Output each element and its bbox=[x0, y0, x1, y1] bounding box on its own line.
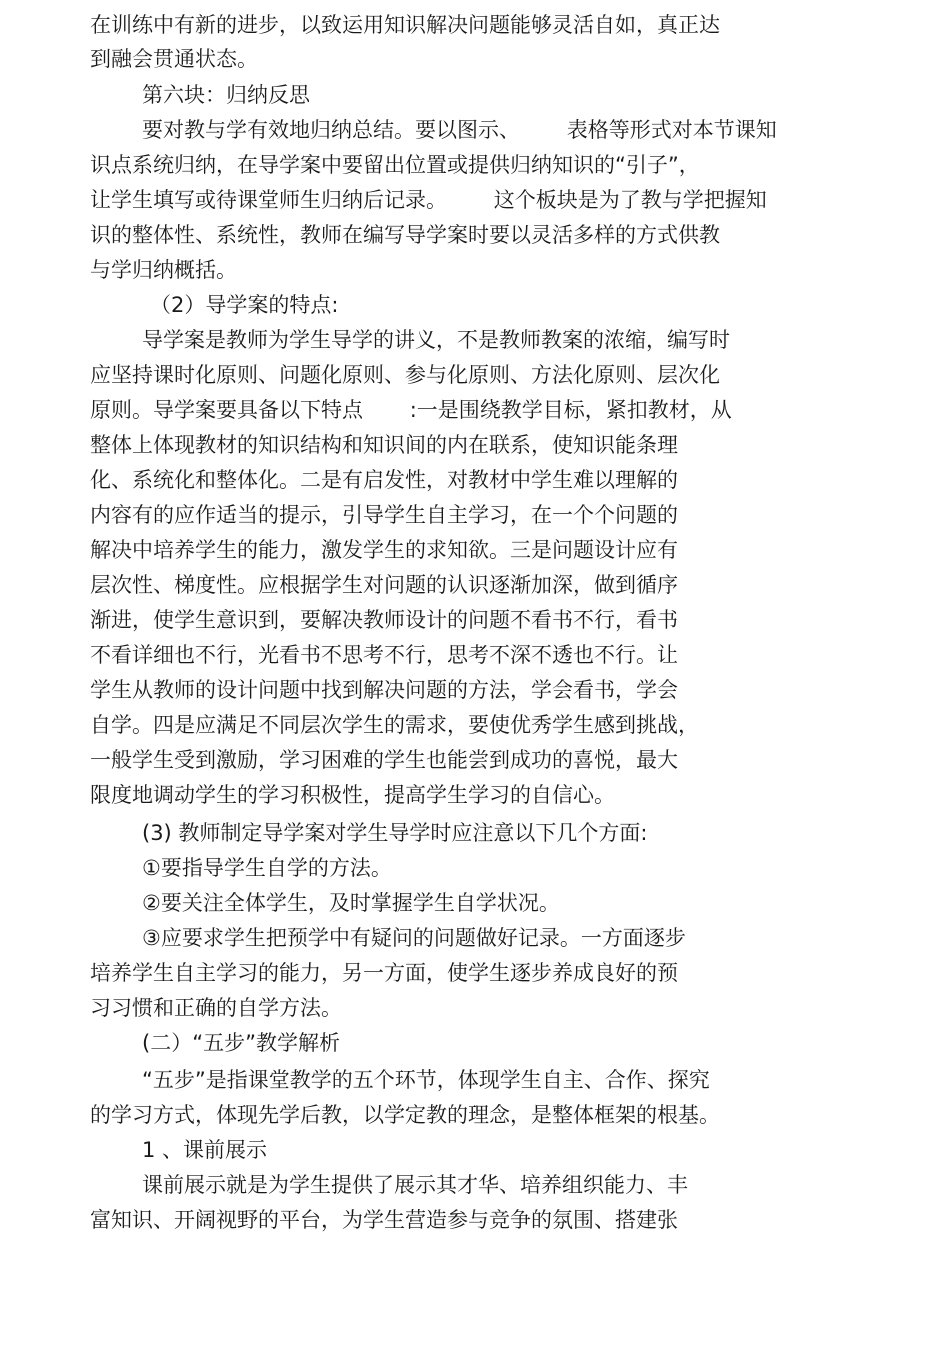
section-heading: (3) 教师制定导学案对学生导学时应注意以下几个方面: bbox=[142, 821, 648, 845]
section-heading: （2）导学案的特点: bbox=[150, 293, 339, 317]
text-line: 整体上体现教材的知识结构和知识间的内在联系，使知识能条理 bbox=[90, 433, 678, 457]
text-line: 化、系统化和整体化。二是有启发性，对教材中学生难以理解的 bbox=[90, 468, 678, 492]
text-line: 在训练中有新的进步，以致运用知识解决问题能够灵活自如，真正达 bbox=[90, 13, 720, 37]
section-heading: (二）“五步”教学解析 bbox=[142, 1031, 340, 1055]
text-line: 与学归纳概括。 bbox=[90, 258, 237, 282]
text-line: 到融会贯通状态。 bbox=[90, 47, 258, 71]
list-item: ①要指导学生自学的方法。 bbox=[142, 856, 392, 880]
section-heading: 1 、课前展示 bbox=[142, 1138, 268, 1162]
text-line: 的学习方式，体现先学后教，以学定教的理念，是整体框架的根基。 bbox=[90, 1103, 720, 1127]
text-line: 让学生填写或待课堂师生归纳后记录。 这个板块是为了教与学把握知 bbox=[90, 188, 767, 212]
text-line: 导学案是教师为学生导学的讲义，不是教师教案的浓缩，编写时 bbox=[142, 328, 730, 352]
section-heading: 第六块：归纳反思 bbox=[142, 83, 310, 107]
text-line: 内容有的应作适当的提示，引导学生自主学习，在一个个问题的 bbox=[90, 503, 678, 527]
list-item: ③应要求学生把预学中有疑问的问题做好记录。一方面逐步 bbox=[142, 926, 686, 950]
list-item: ②要关注全体学生，及时掌握学生自学状况。 bbox=[142, 891, 560, 915]
text-line: 培养学生自主学习的能力，另一方面，使学生逐步养成良好的预 bbox=[90, 961, 678, 985]
text-line: 课前展示就是为学生提供了展示其才华、培养组织能力、丰 bbox=[142, 1173, 688, 1197]
text-line: 习习惯和正确的自学方法。 bbox=[90, 996, 342, 1020]
text-line: 学生从教师的设计问题中找到解决问题的方法，学会看书，学会 bbox=[90, 678, 678, 702]
text-line: 自学。四是应满足不同层次学生的需求，要使优秀学生感到挑战， bbox=[90, 713, 699, 737]
text-line: 一般学生受到激励，学习困难的学生也能尝到成功的喜悦，最大 bbox=[90, 748, 678, 772]
text-line: 识点系统归纳，在导学案中要留出位置或提供归纳知识的“引子”， bbox=[90, 153, 700, 177]
text-line: 原则。导学案要具备以下特点 :一是围绕教学目标，紧扣教材，从 bbox=[90, 398, 732, 422]
text-line: “五步”是指课堂教学的五个环节，体现学生自主、合作、探究 bbox=[142, 1068, 710, 1092]
text-line: 识的整体性、系统性，教师在编写导学案时要以灵活多样的方式供教 bbox=[90, 223, 720, 247]
text-line: 不看详细也不行，光看书不思考不行，思考不深不透也不行。让 bbox=[90, 643, 678, 667]
text-line: 限度地调动学生的学习积极性，提高学生学习的自信心。 bbox=[90, 783, 615, 807]
text-line: 应坚持课时化原则、问题化原则、参与化原则、方法化原则、层次化 bbox=[90, 363, 720, 387]
text-line: 层次性、梯度性。应根据学生对问题的认识逐渐加深，做到循序 bbox=[90, 573, 678, 597]
text-line: 渐进，使学生意识到，要解决教师设计的问题不看书不行，看书 bbox=[90, 608, 678, 632]
text-line: 解决中培养学生的能力，激发学生的求知欲。三是问题设计应有 bbox=[90, 538, 678, 562]
text-line: 要对教与学有效地归纳总结。要以图示、 表格等形式对本节课知 bbox=[142, 118, 777, 142]
text-line: 富知识、开阔视野的平台，为学生营造参与竞争的氛围、搭建张 bbox=[90, 1208, 678, 1232]
